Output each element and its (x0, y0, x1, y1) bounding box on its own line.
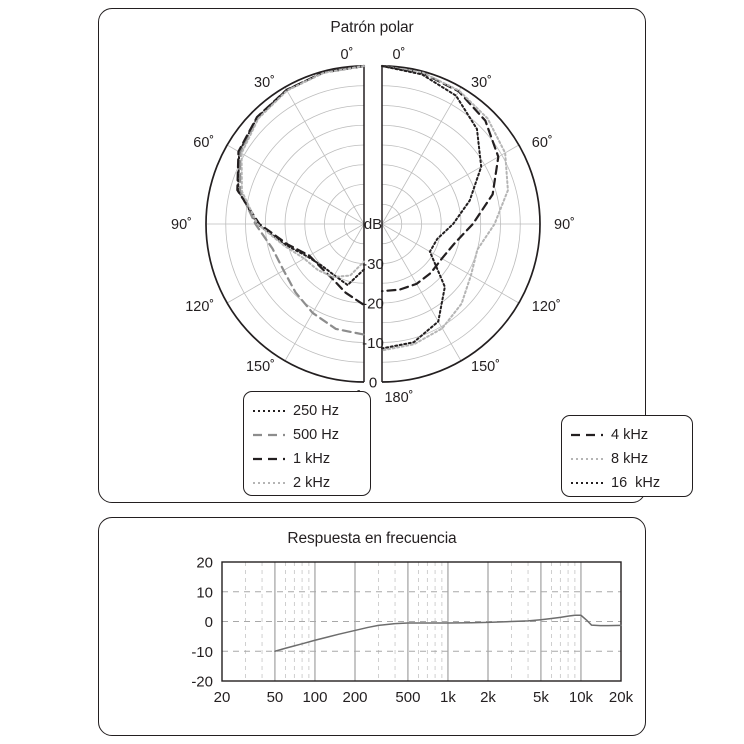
frequency-x-tick-label: 100 (302, 689, 328, 706)
frequency-x-tick-label: 5k (533, 689, 549, 706)
legend-low-label: 1 kHz (293, 451, 331, 467)
polar-db-axis-label: dB (363, 216, 383, 233)
frequency-panel-title: Respuesta en frecuencia (287, 530, 457, 547)
polar-series-line (382, 66, 481, 348)
legend-low-swatch (252, 477, 286, 489)
legend-low-label: 500 Hz (293, 427, 339, 443)
polar-grid-spoke (227, 145, 364, 224)
frequency-x-tick-label: 20k (608, 689, 634, 706)
legend-low-swatch (252, 453, 286, 465)
legend-low-swatch (252, 429, 286, 441)
polar-half-right (382, 47, 575, 406)
frequency-y-tick-label: -20 (191, 673, 213, 691)
polar-db-tick-label: -30 (362, 256, 384, 273)
frequency-x-tick-label: 20 (213, 689, 231, 706)
frequency-y-tick-label: 20 (196, 554, 213, 572)
polar-series-line (242, 66, 364, 277)
polar-legend-high-frequencies (561, 415, 693, 497)
polar-angle-label: 60˚ (531, 135, 553, 151)
polar-angle-label: 90˚ (171, 217, 192, 233)
polar-legend-low-frequencies (243, 391, 371, 496)
polar-angle-label: 0˚ (340, 47, 354, 63)
polar-angle-label: 180˚ (384, 390, 414, 406)
polar-angle-label: 60˚ (193, 135, 215, 151)
polar-angle-label: 0˚ (392, 47, 406, 63)
frequency-x-tick-label: 200 (342, 689, 368, 706)
frequency-x-tick-label: 500 (395, 689, 421, 706)
frequency-plot-area (191, 555, 633, 707)
polar-grid-spoke (382, 87, 461, 224)
polar-angle-label: 90˚ (554, 217, 575, 233)
frequency-x-tick-label: 50 (266, 689, 284, 706)
legend-low-swatch (252, 405, 286, 417)
polar-db-tick-label: -10 (362, 335, 384, 352)
legend-low-item (252, 399, 360, 423)
frequency-y-tick-label: 0 (204, 614, 213, 631)
polar-pattern-panel (98, 8, 661, 503)
legend-high-swatch (570, 453, 604, 465)
legend-high-item (570, 471, 682, 495)
polar-angle-label: 120˚ (185, 299, 215, 315)
legend-high-label: 16 kHz (611, 475, 661, 491)
polar-db-tick-label: -20 (362, 295, 384, 313)
frequency-y-tick-label: 10 (196, 584, 213, 602)
legend-low-label: 2 kHz (293, 475, 331, 491)
polar-series-line (237, 66, 364, 305)
polar-angle-label: 30˚ (471, 74, 492, 91)
polar-angle-label: 120˚ (531, 299, 561, 315)
polar-db-axis (362, 216, 384, 392)
legend-low-item (252, 447, 360, 471)
legend-high-label: 4 kHz (611, 427, 649, 443)
frequency-x-tick-label: 10k (568, 689, 594, 706)
frequency-y-tick-label: -10 (191, 643, 213, 661)
polar-angle-label: 30˚ (254, 74, 275, 91)
legend-high-label: 8 kHz (611, 451, 649, 467)
legend-high-swatch (570, 477, 604, 489)
polar-angle-label: 150˚ (245, 359, 275, 376)
polar-angle-label: 150˚ (471, 359, 501, 376)
polar-db-tick-label: 0 (368, 374, 378, 392)
legend-high-item (570, 447, 682, 471)
legend-low-item (252, 423, 360, 447)
frequency-x-tick-label: 2k (480, 689, 496, 706)
legend-low-label: 250 Hz (293, 403, 339, 419)
frequency-response-chart (99, 518, 647, 737)
legend-low-item (252, 471, 360, 495)
legend-high-swatch (570, 429, 604, 441)
polar-grid-spoke (285, 87, 364, 224)
frequency-x-tick-label: 1k (440, 689, 456, 706)
polar-half-left (171, 47, 364, 406)
frequency-response-panel (98, 517, 646, 736)
polar-panel-title: Patrón polar (330, 19, 414, 36)
polar-grid-spoke (382, 224, 519, 303)
legend-high-item (570, 423, 682, 447)
